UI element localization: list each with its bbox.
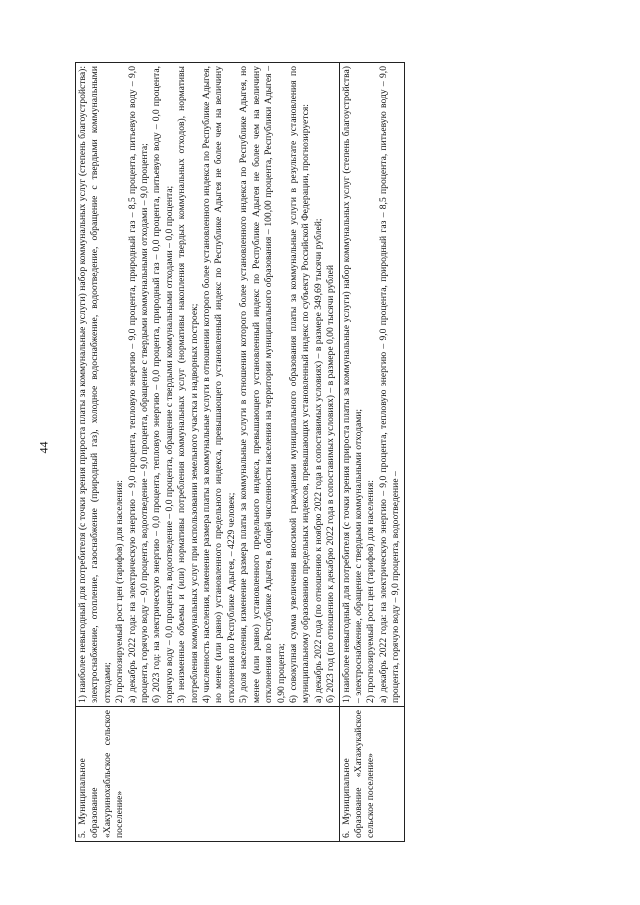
condition-line: б) 2023 год: на электрическую энергию – 0,0 процента, тепловую энергию – 0,0 процента, природный газ – 0,0 процента, питьевую воду – 0,0 процента, горячую воду – 0,0 процента, водоотведение – 0,0 процента, обращение с твердыми коммунальными отходами – 0,0 процента; [151,66,175,703]
rotated-table-container [75,62,580,842]
condition-line: 1) наиболее невыгодный для потребителя (с точки зрения прироста платы за коммунальные услуги) набор коммунальных услуг (степень благоустройства) – электроснабжение, обращение с твердыми коммунальными отходами; [340,66,364,703]
row-number: 6. [340,830,352,838]
condition-line: 5) доля населения, изменение размера платы за коммунальные услуги в отношении которого более установленного индекса по Республике Адыгея, но менее (или равно) установленного предельного индекса, превышающего установленный индекс по Республике Адыгея не более чем на величину отклонения по Республике Адыгея, в общей численности населения на территории муниципального образования – 100,00 процента, Республики Адыгея – 0,90 процента; [238,66,287,703]
condition-line: 3) неизменные объемы и (или) нормативы потребления коммунальных услуг (нормативы накопления твердых коммунальных отходов), нормативы потребления коммунальных услуг при использовании земельного участка и надворных построек; [176,66,200,703]
row-number: 5. [77,830,88,838]
condition-line: 6) совокупная сумма увеличения вносимой гражданами муниципального образования платы за коммунальные услуги в результате установления по муниципальному образованию предельных индексов, превышающих установленный индекс по субъекту Российской Федерации, прогнозируется: [287,66,312,703]
tariff-table [75,62,405,842]
condition-line: а) декабрь 2022 года (по отношению к ноябрю 2022 года в сопоставимых условиях) – в размере 349,69 тысячи рублей; [312,218,324,703]
condition-line: а) декабрь 2022 года: на электрическую энергию – 9,0 процента, тепловую энергию – 9,0 процента, природный газ – 8,5 процента, питьевую воду – 9,0 процента, горячую воду – 9,0 процента, водоотведение – 9,0 процента, обращение с твердыми коммунальными отходами – 9,0 процента; [126,66,151,703]
page-number: 44 [36,441,51,454]
condition-line: а) декабрь 2022 года: на электрическую энергию – 9,0 процента, тепловую энергию – 9,0 процента, природный газ – 8,5 процента, питьевую воду – 9,0 процента, горячую воду – 9,0 процента, водоотведение – [377,66,402,703]
municipality-name: Муниципальное образование «Хакуринохабльское сельское поселение» [77,710,126,838]
condition-line: б) 2023 год (по отношению к декабрю 2022 года в сопоставимых условиях) – в размере 0,00 тысячи рублей [325,264,337,703]
municipality-name: Муниципальное образование «Хатажукайское сельское поселение» [340,710,377,838]
condition-line: 2) прогнозируемый рост цен (тарифов) для населения: [365,480,377,703]
municipality-cell [339,707,404,842]
condition-line: 2) прогнозируемый рост цен (тарифов) для населения: [114,480,126,703]
table-row [339,63,404,842]
condition-line: 1) наиболее невыгодный для потребителя (с точки зрения прироста платы за коммунальные услуги) набор коммунальных услуг (степень благоустройства): электроснабжение, отопление, газоснабжение (природный газ), холодное водоснабжение, водоотведение, обращение с твердыми коммунальными отходами; [77,66,113,703]
municipality-cell [76,707,340,842]
condition-line: 4) численность населения, изменение размера платы за коммунальные услуги в отношении которого более установленного индекса по Республике Адыгея, но менее (или равно) установленного предельного индекса, превышающего установленный индекс по Республике Адыгея не более чем на величину отклонения по Республике Адыгея, – 4229 человек; [201,66,237,703]
conditions-cell [76,63,340,707]
conditions-cell [339,63,404,707]
table-row [76,63,340,842]
